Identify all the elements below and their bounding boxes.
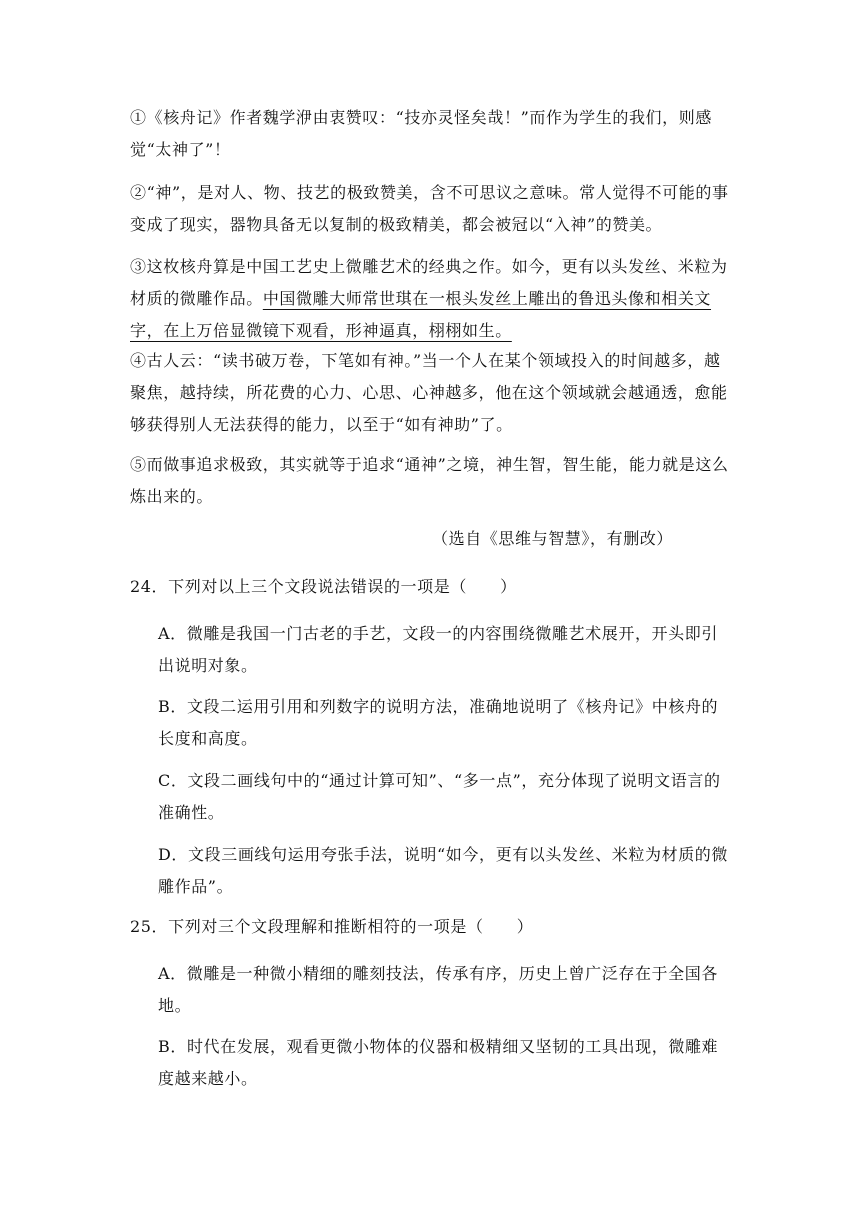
question-25-stem: 25．下列对三个文段理解和推断相符的一项是（ ）: [130, 917, 534, 936]
passage-paragraph-2: ②“神”，是对人、物、技艺的极致赞美，含不可思议之意味。常人觉得不可能的事变成了现实，器物具备无以复制的极致精美，都会被冠以“入神”的赞美。: [130, 183, 729, 234]
question-24-option-a: A．微雕是我国一门古老的手艺，文段一的内容围绕微雕艺术展开，开头即引出说明对象。: [158, 624, 718, 675]
passage-paragraph-3: [130, 251, 730, 347]
question-24-option-d: D．文段三画线句运用夸张手法，说明“如今，更有以头发丝、米粒为材质的微雕作品”。: [158, 845, 729, 896]
question-24-option-c: C．文段二画线句中的“通过计算可知”、“多一点”，充分体现了说明文语言的准确性。: [158, 771, 721, 822]
question-24-option-b: B．文段二运用引用和列数字的说明方法，准确地说明了《核舟记》中核舟的长度和高度。: [158, 697, 719, 748]
passage-paragraph-4: ④古人云：“读书破万卷，下笔如有神。”当一个人在某个领域投入的时间越多，越聚焦，越持续，所花费的心力、心思、心神越多，他在这个领域就会越通透，愈能够获得别人无法获得的能力，以至于“如有神助”了。: [130, 351, 728, 434]
question-24-stem: 24．下列对以上三个文段说法错误的一项是（ ）: [130, 577, 517, 596]
underlined-sentence: 中国微雕大师常世琪在一根头发丝上雕出的鲁迅头像和相关文字，在上万倍显微镜下观看，形神逼真，栩栩如生。: [130, 289, 712, 340]
question-25-option-a: A．微雕是一种微小精细的雕刻技法，传承有序，历史上曾广泛存在于全国各地。: [158, 964, 718, 1015]
question-25-option-b: B．时代在发展，观看更微小物体的仪器和极精细又坚韧的工具出现，微雕难度越来越小。: [158, 1037, 719, 1088]
passage-paragraph-1: ①《核舟记》作者魏学洢由衷赞叹：“技亦灵怪矣哉！”而作为学生的我们，则感觉“太神了”！: [130, 108, 712, 159]
paragraph-3-text: ③这枚核舟算是中国工艺史上微雕艺术的经典之作。如今，更有以头发丝、米粒为材质的微雕作品。: [130, 257, 728, 308]
source-citation: （选自《思维与智慧》，有删改）: [432, 529, 674, 548]
passage-paragraph-5: ⑤而做事追求极致，其实就等于追求“通神”之境，神生智，智生能，能力就是这么炼出来的。: [130, 455, 729, 506]
